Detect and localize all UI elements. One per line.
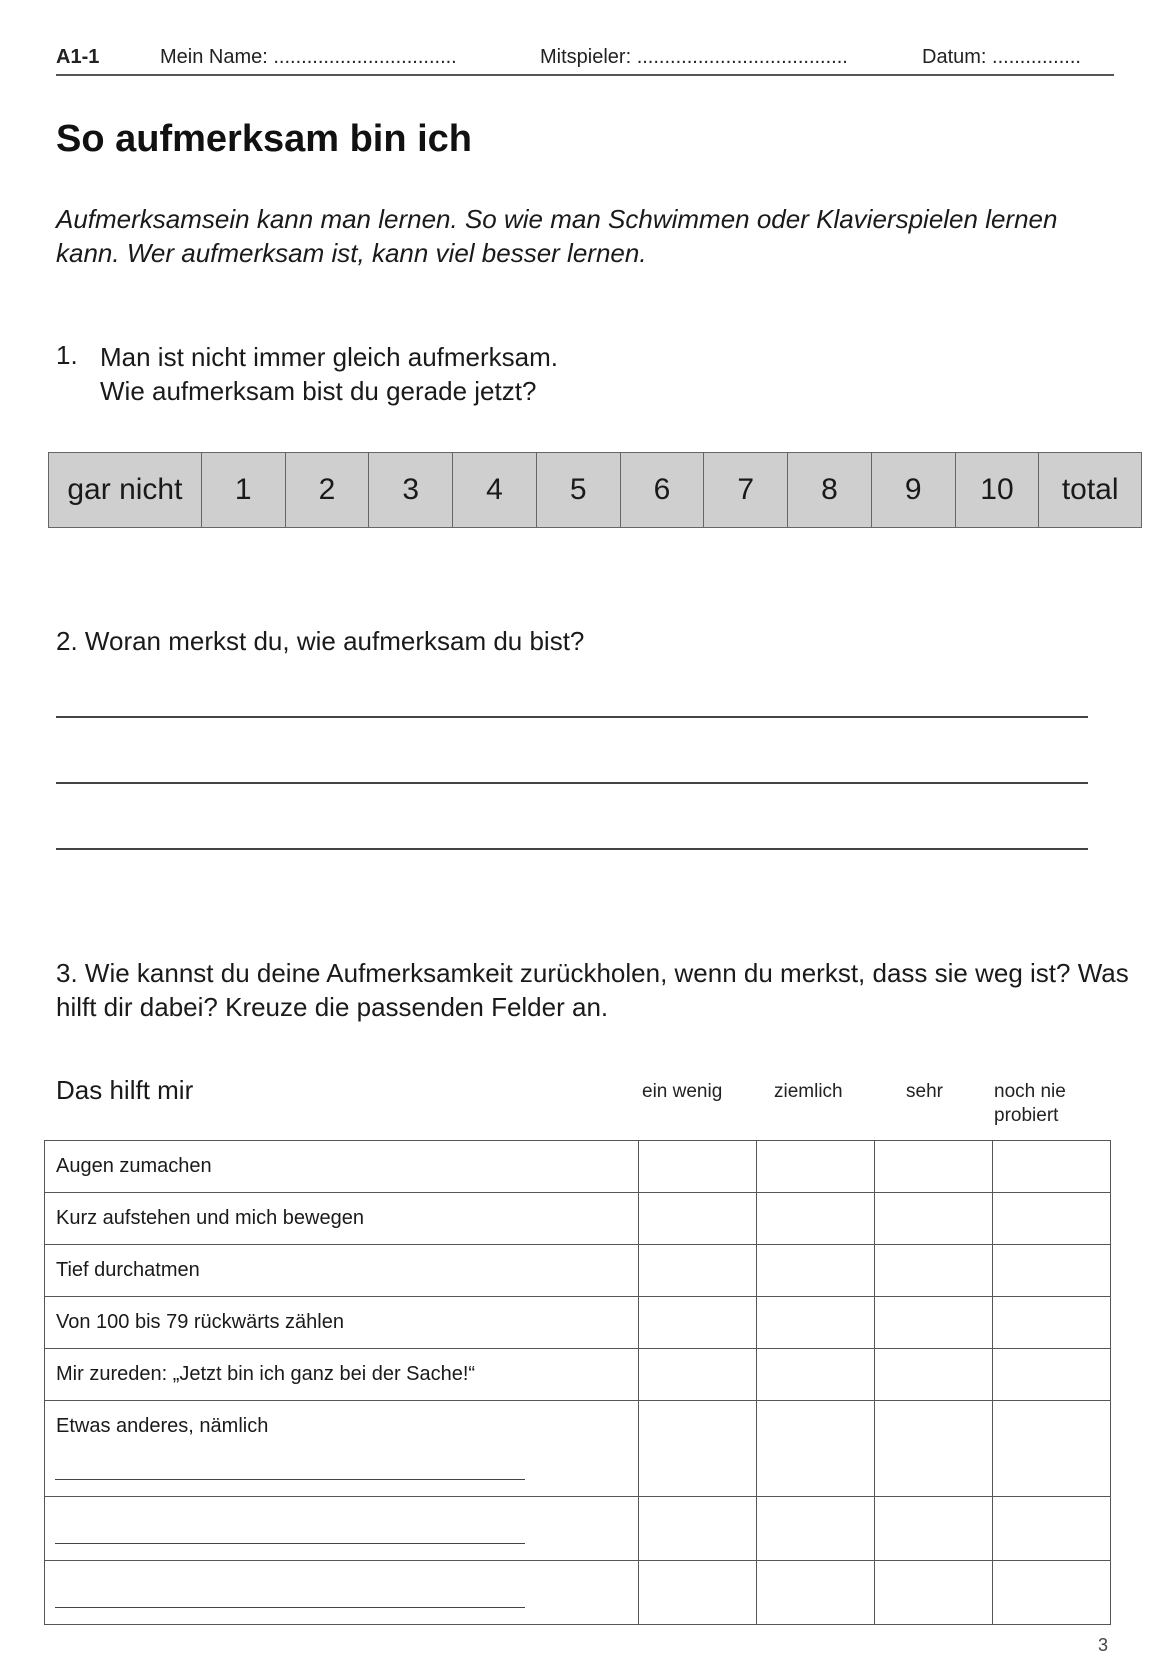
checkbox-cell[interactable]	[757, 1401, 875, 1497]
answer-line[interactable]	[56, 782, 1088, 784]
question-1-line-2: Wie aufmerksam bist du gerade jetzt?	[100, 376, 537, 406]
scale-cell-8[interactable]: 8	[788, 453, 872, 528]
table-row	[45, 1497, 1111, 1561]
write-in-cell[interactable]	[45, 1497, 639, 1561]
checkbox-cell[interactable]	[993, 1561, 1111, 1625]
option-label-other	[45, 1401, 639, 1497]
checkbox-cell[interactable]	[639, 1245, 757, 1297]
answer-line[interactable]	[56, 848, 1088, 850]
table-row	[45, 1401, 1111, 1497]
checkbox-cell[interactable]	[639, 1193, 757, 1245]
option-label: Etwas anderes, nämlich	[56, 1415, 269, 1437]
table-row	[45, 1561, 1111, 1625]
checkbox-cell[interactable]	[757, 1497, 875, 1561]
scale-cell-gar-nicht[interactable]: gar nicht	[49, 453, 202, 528]
scale-cell-2[interactable]: 2	[285, 453, 369, 528]
checkbox-cell[interactable]	[993, 1349, 1111, 1401]
table-row	[45, 1297, 1111, 1349]
table-row	[45, 1349, 1111, 1401]
checkbox-cell[interactable]	[875, 1497, 993, 1561]
option-label: Mir zureden: „Jetzt bin ich ganz bei der Sache!“	[45, 1349, 639, 1401]
checkbox-cell[interactable]	[757, 1141, 875, 1193]
checkbox-cell[interactable]	[993, 1193, 1111, 1245]
checkbox-cell[interactable]	[639, 1497, 757, 1561]
scale-cell-7[interactable]: 7	[704, 453, 788, 528]
checkbox-cell[interactable]	[993, 1297, 1111, 1349]
question-1-number: 1.	[56, 340, 78, 370]
scale-cell-9[interactable]: 9	[871, 453, 955, 528]
checkbox-cell[interactable]	[875, 1349, 993, 1401]
date-field[interactable]: Datum: ................	[922, 46, 1081, 68]
checkbox-cell[interactable]	[639, 1297, 757, 1349]
worksheet-code: A1-1	[56, 46, 100, 68]
helps-table	[44, 1140, 1111, 1625]
helps-label: Das hilft mir	[56, 1075, 194, 1105]
scale-cell-total[interactable]: total	[1039, 453, 1142, 528]
mitspieler-field[interactable]: Mitspieler: ......................................	[540, 46, 848, 68]
checkbox-cell[interactable]	[639, 1141, 757, 1193]
page-title: So aufmerksam bin ich	[56, 118, 473, 160]
checkbox-cell[interactable]	[639, 1349, 757, 1401]
checkbox-cell[interactable]	[757, 1561, 875, 1625]
column-header-ein-wenig: ein wenig	[642, 1081, 723, 1102]
checkbox-cell[interactable]	[993, 1497, 1111, 1561]
checkbox-cell[interactable]	[875, 1245, 993, 1297]
write-in-line[interactable]	[55, 1479, 525, 1480]
table-row	[45, 1141, 1111, 1193]
checkbox-cell[interactable]	[757, 1349, 875, 1401]
column-header-ziemlich: ziemlich	[774, 1081, 843, 1102]
checkbox-cell[interactable]	[875, 1401, 993, 1497]
write-in-line[interactable]	[55, 1543, 525, 1544]
checkbox-cell[interactable]	[875, 1297, 993, 1349]
scale-cell-5[interactable]: 5	[536, 453, 620, 528]
scale-cell-1[interactable]: 1	[201, 453, 285, 528]
column-header-sehr: sehr	[906, 1081, 943, 1102]
question-3: 3. Wie kannst du deine Aufmerksamkeit zurückholen, wenn du merkst, dass sie weg ist? Was hilft dir dabei? Kreuze die passenden Felder an.	[56, 958, 1129, 1022]
name-field[interactable]: Mein Name: .................................	[160, 46, 457, 68]
checkbox-cell[interactable]	[993, 1245, 1111, 1297]
scale-cell-3[interactable]: 3	[369, 453, 453, 528]
attention-scale	[48, 452, 1142, 528]
write-in-cell[interactable]	[45, 1561, 639, 1625]
question-1	[100, 340, 558, 408]
checkbox-cell[interactable]	[875, 1141, 993, 1193]
checkbox-cell[interactable]	[639, 1561, 757, 1625]
worksheet-header	[56, 44, 1114, 76]
option-label: Tief durchatmen	[45, 1245, 639, 1297]
checkbox-cell[interactable]	[993, 1141, 1111, 1193]
checkbox-cell[interactable]	[757, 1245, 875, 1297]
question-1-line-1: Man ist nicht immer gleich aufmerksam.	[100, 342, 559, 372]
question-2: 2. Woran merkst du, wie aufmerksam du bist?	[56, 626, 585, 656]
table-row	[45, 1245, 1111, 1297]
checkbox-cell[interactable]	[757, 1193, 875, 1245]
scale-cell-4[interactable]: 4	[453, 453, 537, 528]
scale-cell-10[interactable]: 10	[955, 453, 1039, 528]
checkbox-cell[interactable]	[993, 1401, 1111, 1497]
option-label: Augen zumachen	[45, 1141, 639, 1193]
write-in-line[interactable]	[55, 1607, 525, 1608]
table-row	[45, 1193, 1111, 1245]
checkbox-cell[interactable]	[639, 1401, 757, 1497]
column-header-noch-nie-probiert: noch nie probiert	[994, 1081, 1066, 1126]
checkbox-cell[interactable]	[757, 1297, 875, 1349]
option-label: Kurz aufstehen und mich bewegen	[45, 1193, 639, 1245]
answer-line[interactable]	[56, 716, 1088, 718]
scale-cell-6[interactable]: 6	[620, 453, 704, 528]
intro-text: Aufmerksamsein kann man lernen. So wie man Schwimmen oder Klavierspielen lernen kann. Wer aufmerksam ist, kann viel besser lernen.	[56, 204, 1058, 268]
page-number: 3	[1097, 1635, 1108, 1655]
checkbox-cell[interactable]	[875, 1193, 993, 1245]
option-label: Von 100 bis 79 rückwärts zählen	[45, 1297, 639, 1349]
checkbox-cell[interactable]	[875, 1561, 993, 1625]
